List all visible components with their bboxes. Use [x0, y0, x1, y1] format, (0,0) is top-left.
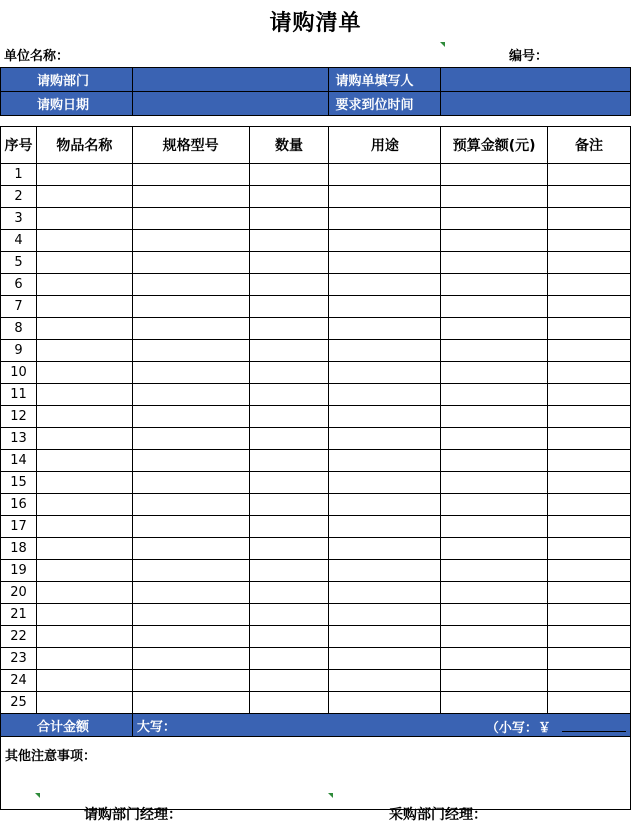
table-row: [1, 450, 631, 472]
row-number: 14: [1, 450, 37, 472]
table-cell[interactable]: [36, 626, 132, 648]
table-cell[interactable]: [36, 450, 132, 472]
table-cell[interactable]: [329, 186, 441, 208]
table-cell[interactable]: [36, 384, 132, 406]
column-header: 用途: [329, 127, 441, 164]
table-cell[interactable]: [132, 384, 249, 406]
table-cell[interactable]: [441, 186, 548, 208]
small-amount-label: （小写：￥: [485, 721, 551, 736]
table-cell[interactable]: [36, 538, 132, 560]
table-cell[interactable]: [249, 626, 329, 648]
table-cell[interactable]: [441, 494, 548, 516]
table-row: [1, 384, 631, 406]
table-cell[interactable]: [329, 494, 441, 516]
table-cell[interactable]: [441, 472, 548, 494]
table-cell[interactable]: [249, 450, 329, 472]
table-cell[interactable]: [329, 648, 441, 670]
notes-label: 其他注意事项：: [5, 749, 97, 764]
table-cell[interactable]: [132, 604, 249, 626]
column-header: 序号: [1, 127, 37, 164]
capital-amount-label: 大写：: [136, 719, 176, 735]
request-info-table: [0, 67, 631, 116]
table-cell[interactable]: [329, 384, 441, 406]
table-row: [1, 340, 631, 362]
table-row: [1, 648, 631, 670]
table-cell[interactable]: [329, 604, 441, 626]
number-label: 编号：: [509, 49, 549, 64]
table-cell[interactable]: [548, 494, 631, 516]
table-cell[interactable]: [548, 208, 631, 230]
table-row: [1, 670, 631, 692]
table-cell[interactable]: [329, 362, 441, 384]
table-cell[interactable]: [132, 362, 249, 384]
column-header: 备注: [548, 127, 631, 164]
table-cell[interactable]: [548, 318, 631, 340]
table-cell[interactable]: [441, 648, 548, 670]
total-label: 合计金额: [1, 714, 133, 737]
table-cell[interactable]: [132, 626, 249, 648]
row-number: 3: [1, 208, 37, 230]
table-cell[interactable]: [548, 472, 631, 494]
table-row: [1, 428, 631, 450]
table-cell[interactable]: [249, 208, 329, 230]
row-number: 4: [1, 230, 37, 252]
table-cell[interactable]: [441, 560, 548, 582]
row-number: 15: [1, 472, 37, 494]
row-number: 23: [1, 648, 37, 670]
table-cell[interactable]: [548, 648, 631, 670]
items-header-row: [1, 127, 631, 164]
row-number: 17: [1, 516, 37, 538]
table-cell[interactable]: [329, 516, 441, 538]
table-row: [1, 516, 631, 538]
table-cell[interactable]: [36, 472, 132, 494]
column-header: 预算金额(元): [441, 127, 548, 164]
table-cell[interactable]: [249, 560, 329, 582]
table-cell[interactable]: [132, 252, 249, 274]
table-cell[interactable]: [329, 670, 441, 692]
table-cell[interactable]: [132, 318, 249, 340]
table-row: [1, 582, 631, 604]
cell-comment-marker: [440, 42, 445, 47]
table-cell[interactable]: [329, 538, 441, 560]
table-cell[interactable]: [36, 274, 132, 296]
table-cell[interactable]: [548, 626, 631, 648]
table-cell[interactable]: [441, 362, 548, 384]
table-cell[interactable]: [132, 340, 249, 362]
table-cell[interactable]: [441, 274, 548, 296]
table-row: [1, 560, 631, 582]
table-row: [1, 406, 631, 428]
column-header: 规格型号: [132, 127, 249, 164]
table-cell[interactable]: [132, 472, 249, 494]
table-cell[interactable]: [249, 296, 329, 318]
row-number: 1: [1, 164, 37, 186]
table-cell[interactable]: [36, 648, 132, 670]
table-cell[interactable]: [249, 230, 329, 252]
table-cell[interactable]: [329, 428, 441, 450]
table-cell[interactable]: [249, 362, 329, 384]
table-cell[interactable]: [132, 208, 249, 230]
table-cell[interactable]: [36, 670, 132, 692]
table-cell[interactable]: [132, 582, 249, 604]
table-cell[interactable]: [132, 406, 249, 428]
notes-cell[interactable]: [1, 737, 631, 810]
row-number: 18: [1, 538, 37, 560]
row-number: 21: [1, 604, 37, 626]
table-row: [1, 230, 631, 252]
table-row: [1, 318, 631, 340]
table-cell[interactable]: [249, 274, 329, 296]
table-cell[interactable]: [249, 516, 329, 538]
table-cell[interactable]: [441, 428, 548, 450]
table-cell[interactable]: [36, 560, 132, 582]
row-number: 20: [1, 582, 37, 604]
table-cell[interactable]: [548, 450, 631, 472]
table-cell[interactable]: [132, 230, 249, 252]
table-row: [1, 296, 631, 318]
table-cell[interactable]: [132, 538, 249, 560]
row-number: 11: [1, 384, 37, 406]
filler-label: 请购单填写人: [329, 68, 441, 92]
arrival-label: 要求到位时间: [329, 92, 441, 116]
table-cell[interactable]: [36, 406, 132, 428]
table-cell[interactable]: [441, 692, 548, 714]
items-table: [0, 126, 631, 714]
table-cell[interactable]: [249, 538, 329, 560]
table-cell[interactable]: [249, 186, 329, 208]
table-cell[interactable]: [548, 538, 631, 560]
table-cell[interactable]: [36, 340, 132, 362]
table-cell[interactable]: [441, 604, 548, 626]
table-cell[interactable]: [548, 516, 631, 538]
table-cell[interactable]: [441, 406, 548, 428]
table-cell[interactable]: [548, 340, 631, 362]
dept-value-cell[interactable]: [132, 68, 329, 92]
unit-name-label: 单位名称：: [4, 49, 70, 64]
table-cell[interactable]: [249, 406, 329, 428]
table-cell[interactable]: [249, 648, 329, 670]
row-number: 5: [1, 252, 37, 274]
table-cell[interactable]: [132, 186, 249, 208]
column-header: 物品名称: [36, 127, 132, 164]
table-cell[interactable]: [329, 626, 441, 648]
table-cell[interactable]: [548, 384, 631, 406]
table-cell[interactable]: [132, 428, 249, 450]
table-cell[interactable]: [329, 472, 441, 494]
table-cell[interactable]: [441, 670, 548, 692]
table-row: [1, 362, 631, 384]
table-cell[interactable]: [441, 318, 548, 340]
dept-label: 请购部门: [1, 68, 133, 92]
row-number: 19: [1, 560, 37, 582]
cell-comment-marker: [35, 793, 40, 798]
row-number: 25: [1, 692, 37, 714]
table-cell[interactable]: [36, 296, 132, 318]
table-cell[interactable]: [36, 692, 132, 714]
table-cell[interactable]: [132, 494, 249, 516]
table-cell[interactable]: [36, 582, 132, 604]
table-cell[interactable]: [441, 208, 548, 230]
table-cell[interactable]: [329, 296, 441, 318]
table-row: [1, 692, 631, 714]
table-cell[interactable]: [132, 560, 249, 582]
table-cell[interactable]: [132, 670, 249, 692]
row-number: 6: [1, 274, 37, 296]
arrival-value-cell[interactable]: [441, 92, 631, 116]
row-number: 24: [1, 670, 37, 692]
row-number: 2: [1, 186, 37, 208]
table-cell[interactable]: [329, 406, 441, 428]
table-cell[interactable]: [548, 670, 631, 692]
table-row: [1, 164, 631, 186]
table-cell[interactable]: [441, 296, 548, 318]
table-cell[interactable]: [548, 692, 631, 714]
table-cell[interactable]: [329, 340, 441, 362]
table-cell[interactable]: [36, 318, 132, 340]
table-cell[interactable]: [132, 450, 249, 472]
table-cell[interactable]: [249, 494, 329, 516]
table-row: [1, 186, 631, 208]
table-cell[interactable]: [249, 384, 329, 406]
table-cell[interactable]: [249, 670, 329, 692]
table-cell[interactable]: [548, 428, 631, 450]
table-cell[interactable]: [249, 428, 329, 450]
table-cell[interactable]: [329, 274, 441, 296]
filler-value-cell[interactable]: [441, 68, 631, 92]
row-number: 12: [1, 406, 37, 428]
row-number: 16: [1, 494, 37, 516]
table-cell[interactable]: [441, 582, 548, 604]
table-cell[interactable]: [548, 230, 631, 252]
table-cell[interactable]: [36, 186, 132, 208]
table-cell[interactable]: [548, 604, 631, 626]
table-cell[interactable]: [548, 296, 631, 318]
page-title: 请购清单: [269, 11, 362, 36]
table-cell[interactable]: [548, 186, 631, 208]
table-row: [1, 274, 631, 296]
table-cell[interactable]: [548, 362, 631, 384]
table-cell[interactable]: [329, 560, 441, 582]
table-cell[interactable]: [249, 340, 329, 362]
table-cell[interactable]: [441, 252, 548, 274]
table-cell[interactable]: [441, 538, 548, 560]
table-cell[interactable]: [36, 252, 132, 274]
dept-manager-signature-label: 请购部门经理：: [84, 807, 182, 823]
row-number: 7: [1, 296, 37, 318]
purchase-manager-signature-label: 采购部门经理：: [389, 807, 487, 823]
table-cell[interactable]: [548, 406, 631, 428]
table-cell[interactable]: [36, 516, 132, 538]
table-cell[interactable]: [132, 648, 249, 670]
date-value-cell[interactable]: [132, 92, 329, 116]
cell-comment-marker: [328, 793, 333, 798]
table-cell[interactable]: [132, 516, 249, 538]
table-cell[interactable]: [132, 274, 249, 296]
table-cell[interactable]: [249, 252, 329, 274]
table-cell[interactable]: [548, 560, 631, 582]
table-cell[interactable]: [329, 318, 441, 340]
table-cell[interactable]: [441, 516, 548, 538]
row-number: 10: [1, 362, 37, 384]
table-cell[interactable]: [329, 208, 441, 230]
table-row: [1, 626, 631, 648]
table-cell[interactable]: [36, 362, 132, 384]
table-cell[interactable]: [441, 164, 548, 186]
table-cell[interactable]: [249, 318, 329, 340]
table-cell[interactable]: [329, 692, 441, 714]
row-number: 22: [1, 626, 37, 648]
table-cell[interactable]: [441, 384, 548, 406]
table-row: [1, 604, 631, 626]
table-cell[interactable]: [132, 692, 249, 714]
table-cell[interactable]: [441, 230, 548, 252]
table-cell[interactable]: [132, 296, 249, 318]
table-cell[interactable]: [329, 230, 441, 252]
row-number: 9: [1, 340, 37, 362]
table-cell[interactable]: [249, 692, 329, 714]
table-cell[interactable]: [249, 604, 329, 626]
table-row: [1, 472, 631, 494]
table-cell[interactable]: [36, 604, 132, 626]
table-cell[interactable]: [36, 428, 132, 450]
table-cell[interactable]: [329, 450, 441, 472]
table-cell[interactable]: [132, 164, 249, 186]
table-cell[interactable]: [548, 252, 631, 274]
date-label: 请购日期: [1, 92, 133, 116]
table-cell[interactable]: [548, 164, 631, 186]
table-cell[interactable]: [329, 252, 441, 274]
table-cell[interactable]: [36, 208, 132, 230]
table-row: [1, 208, 631, 230]
column-header: 数量: [249, 127, 329, 164]
row-number: 13: [1, 428, 37, 450]
table-row: [1, 538, 631, 560]
table-cell[interactable]: [36, 164, 132, 186]
table-cell[interactable]: [329, 164, 441, 186]
table-cell[interactable]: [548, 582, 631, 604]
table-row: [1, 252, 631, 274]
table-cell[interactable]: [548, 274, 631, 296]
table-cell[interactable]: [36, 230, 132, 252]
total-table: [0, 713, 631, 737]
row-number: 8: [1, 318, 37, 340]
table-cell[interactable]: [249, 164, 329, 186]
table-cell[interactable]: [441, 340, 548, 362]
table-row: [1, 494, 631, 516]
table-cell[interactable]: [249, 582, 329, 604]
table-cell[interactable]: [441, 626, 548, 648]
table-cell[interactable]: [249, 472, 329, 494]
table-cell[interactable]: [329, 582, 441, 604]
table-cell[interactable]: [36, 494, 132, 516]
table-cell[interactable]: [441, 450, 548, 472]
notes-table: [0, 736, 631, 810]
small-amount-underline[interactable]: [562, 731, 626, 732]
